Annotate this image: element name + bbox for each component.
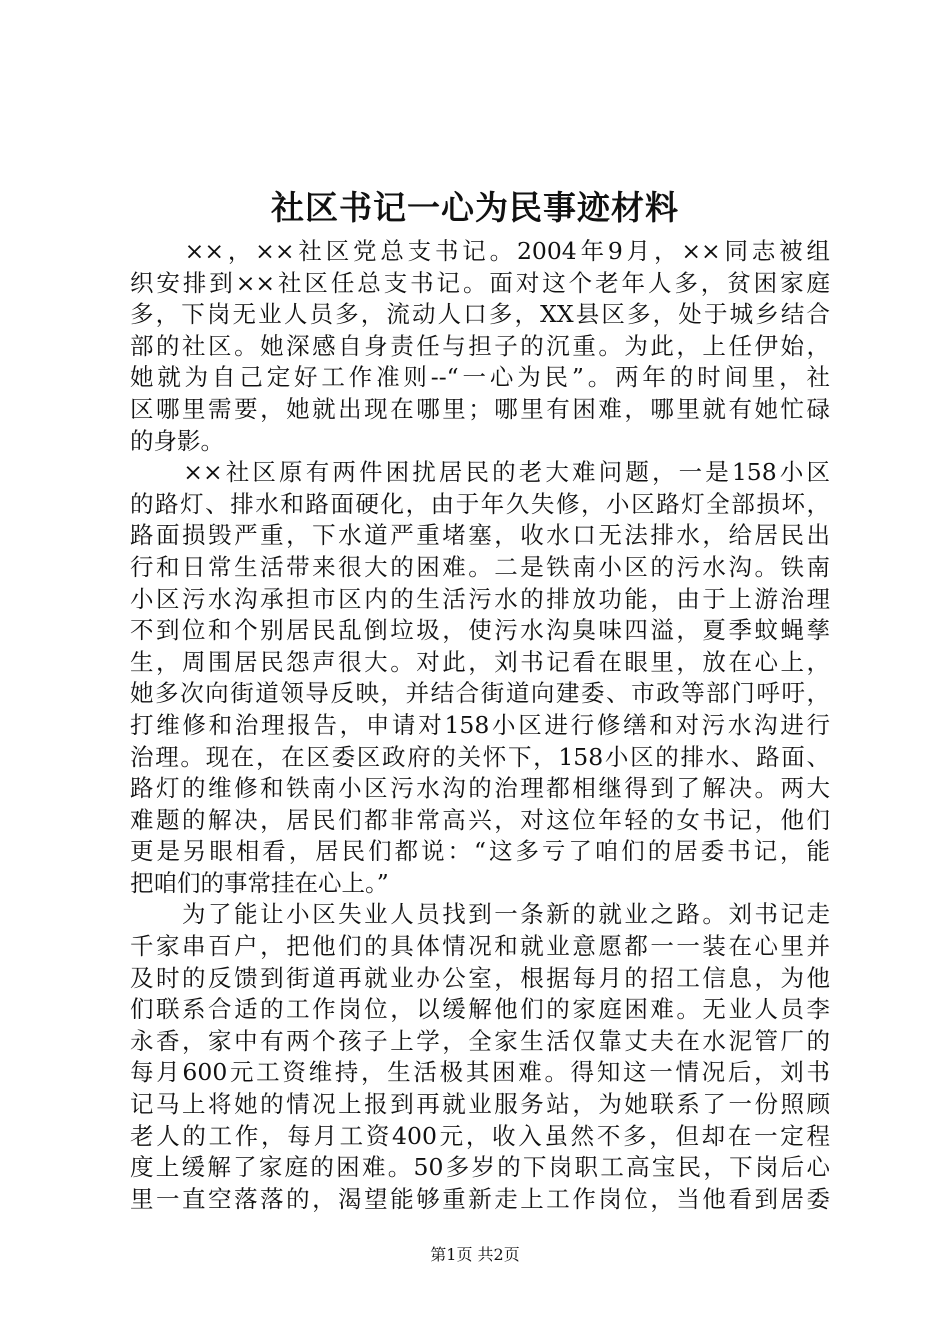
text-line: 们联系合适的工作岗位，以缓解他们的家庭困难。无业人员李 (130, 995, 830, 1024)
text-line: 治理。现在，在区委区政府的关怀下，158小区的排水、路面、 (130, 742, 830, 771)
text-line: 织安排到××社区任总支书记。面对这个老年人多，贫困家庭 (130, 268, 830, 297)
text-line: 为了能让小区失业人员找到一条新的就业之路。刘书记走 (130, 900, 830, 929)
text-line: 里一直空落落的，渴望能够重新走上工作岗位，当他看到居委 (130, 1184, 830, 1213)
text-line: 更是另眼相看，居民们都说：“这多亏了咱们的居委书记，能 (130, 837, 830, 866)
text-line: 行和日常生活带来很大的困难。二是铁南小区的污水沟。铁南 (130, 552, 830, 581)
text-line: 每月600元工资维持，生活极其困难。得知这一情况后，刘书 (130, 1058, 830, 1087)
text-line: ××，××社区党总支书记。2004年9月，××同志被组 (130, 237, 830, 265)
page-footer: 第1页 共2页 (430, 1245, 520, 1264)
text-line: 把咱们的事常挂在心上。” (130, 868, 389, 897)
text-line: 记马上将她的情况上报到再就业服务站，为她联系了一份照顾 (130, 1090, 830, 1119)
document-title: 社区书记一心为民事迹材料 (271, 188, 679, 227)
document-body (130, 236, 830, 1215)
text-line: 的身影。 (130, 426, 224, 455)
text-line: 千家串百户，把他们的具体情况和就业意愿都一一装在心里并 (130, 932, 830, 961)
text-line: 生，周围居民怨声很大。对此，刘书记看在眼里，放在心上， (130, 647, 830, 676)
text-line: 部的社区。她深感自身责任与担子的沉重。为此，上任伊始， (130, 331, 830, 360)
text-line: 她就为自己定好工作准则--“一心为民”。两年的时间里，社 (130, 363, 830, 392)
text-line: 小区污水沟承担市区内的生活污水的排放功能，由于上游治理 (130, 584, 830, 613)
text-line: 打维修和治理报告，申请对158小区进行修缮和对污水沟进行 (130, 710, 830, 739)
text-line: 及时的反馈到街道再就业办公室，根据每月的招工信息，为他 (130, 963, 830, 992)
text-line: 度上缓解了家庭的困难。50多岁的下岗职工高宝民，下岗后心 (130, 1153, 830, 1182)
text-line: 区哪里需要，她就出现在哪里；哪里有困难，哪里就有她忙碌 (130, 394, 830, 423)
text-line: 永香，家中有两个孩子上学，全家生活仅靠丈夫在水泥管厂的 (130, 1026, 830, 1055)
text-line: 多，下岗无业人员多，流动人口多，XX县区多，处于城乡结合 (130, 300, 830, 329)
text-line: 不到位和个别居民乱倒垃圾，使污水沟臭味四溢，夏季蚊蝇孳 (130, 616, 830, 645)
text-line: 她多次向街道领导反映，并结合街道向建委、市政等部门呼吁， (130, 679, 830, 708)
text-line: 难题的解决，居民们都非常高兴，对这位年轻的女书记，他们 (130, 805, 830, 834)
text-line: 老人的工作，每月工资400元，收入虽然不多，但却在一定程 (130, 1121, 830, 1150)
text-line: 路灯的维修和铁南小区污水沟的治理都相继得到了解决。两大 (130, 774, 830, 803)
text-line: 的路灯、排水和路面硬化，由于年久失修，小区路灯全部损坏， (130, 489, 830, 518)
text-line: 路面损毁严重，下水道严重堵塞，收水口无法排水，给居民出 (130, 521, 830, 550)
text-line: ××社区原有两件困扰居民的老大难问题，一是158小区 (130, 458, 830, 487)
